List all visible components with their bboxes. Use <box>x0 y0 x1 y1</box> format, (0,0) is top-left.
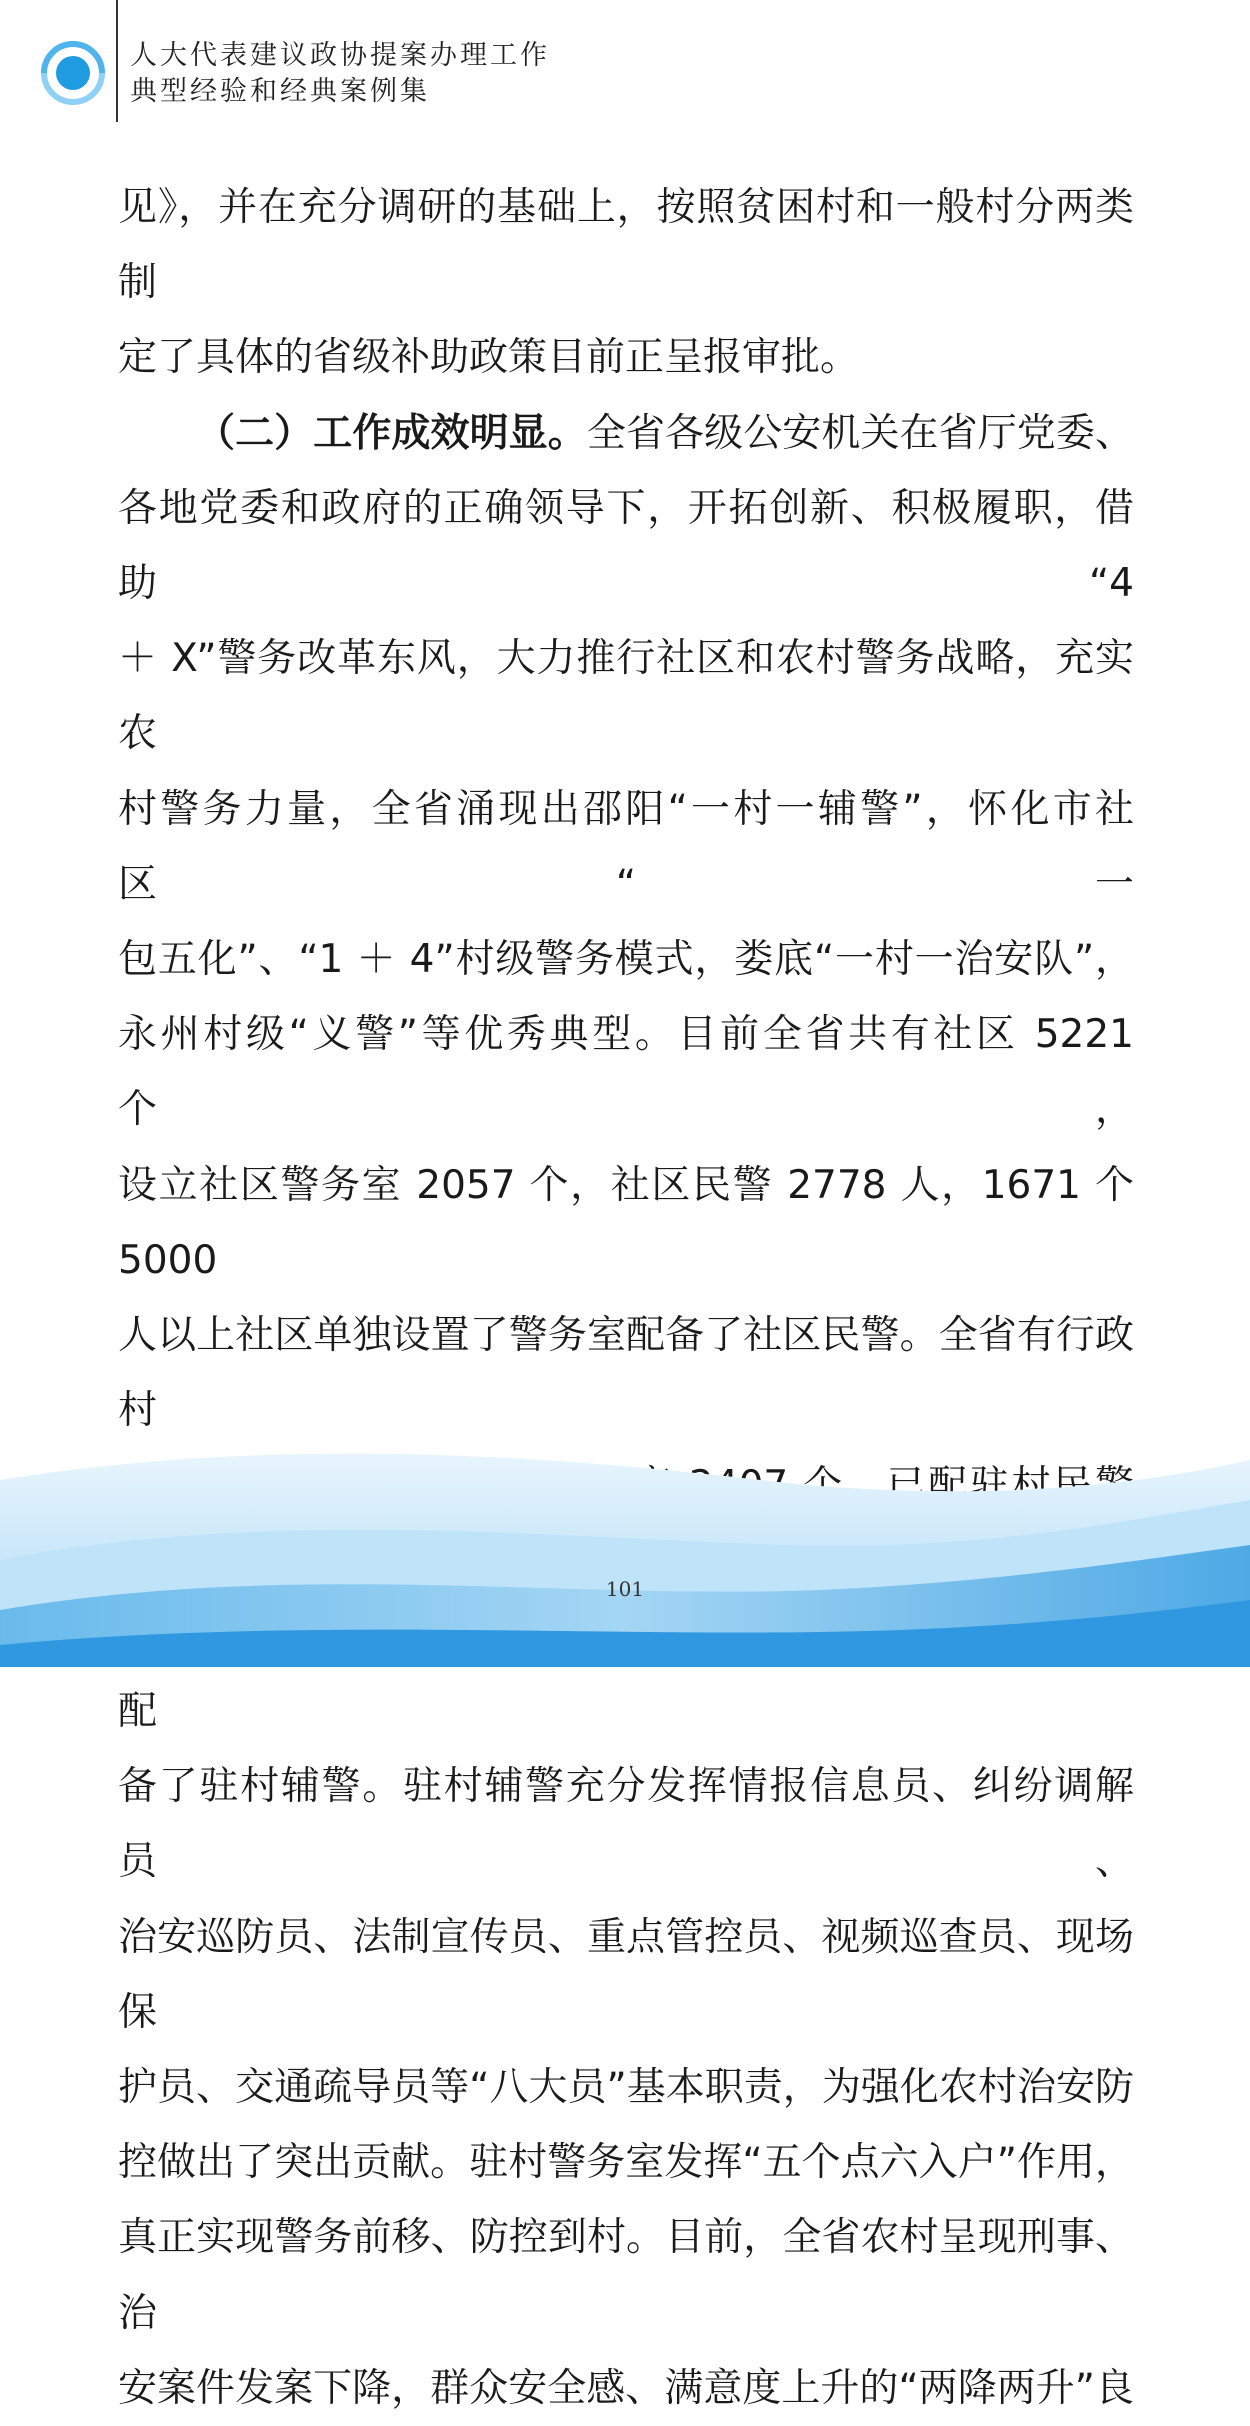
text-line: 定了具体的省级补助政策目前正呈报审批。 <box>118 335 860 381</box>
text-line: 安案件发案下降，群众安全感、满意度上升的“两降两升”良 <box>118 2365 1134 2411</box>
section-heading-line <box>118 396 1134 471</box>
text-line: 护员、交通疏导员等“八大员”基本职责，为强化农村治安防 <box>118 2065 1134 2111</box>
text-line: ＋ X”警务改革东风，大力推行社区和农村警务战略，充实农 <box>118 636 1134 757</box>
text-line: 备了驻村辅警。驻村辅警充分发挥情报信息员、纠纷调解员、 <box>118 1764 1134 1885</box>
header-title-line1: 人大代表建议政协提案办理工作 <box>130 40 550 71</box>
page-number: 101 <box>605 1577 645 1601</box>
text-line: 各地党委和政府的正确领导下，开拓创新、积极履职，借助“4 <box>118 485 1134 607</box>
text-line: 永州村级“义警”等优秀典型。目前全省共有社区 5221 个， <box>118 1012 1134 1133</box>
decorative-wave-footer <box>0 1440 1250 1667</box>
text-line: 村警务力量，全省涌现出邵阳“一村一辅警”，怀化市社区“一 <box>118 786 1134 907</box>
body-text <box>118 170 1134 2426</box>
header-title <box>130 38 550 110</box>
text-line: 包五化”、“1 ＋ 4”村级警务模式，娄底“一村一治安队”， <box>118 937 1134 983</box>
page-header <box>0 0 1250 125</box>
ring-logo-icon <box>40 40 106 106</box>
header-divider <box>116 0 118 122</box>
text-line: 设立社区警务室 2057 个，社区民警 2778 人，1671 个 5000 <box>118 1162 1134 1283</box>
section-heading: （二）工作成效明显。 <box>196 410 587 456</box>
text-line: 真正实现警务前移、防控到村。目前，全省农村呈现刑事、治 <box>118 2215 1134 2336</box>
text-line: 治安巡防员、法制宣传员、重点管控员、视频巡查员、现场保 <box>118 1914 1134 2035</box>
text-line: 配 <box>118 1689 158 1735</box>
section-heading-rest: 全省各级公安机关在省厅党委、 <box>586 410 1134 456</box>
text-line: 人以上社区单独设置了警务室配备了社区民警。全省有行政村 <box>118 1313 1134 1434</box>
text-line: 控做出了突出贡献。驻村警务室发挥“五个点六入户”作用， <box>118 2140 1134 2186</box>
header-title-line2: 典型经验和经典案例集 <box>130 76 430 107</box>
text-line: 见》，并在充分调研的基础上，按照贫困村和一般村分两类制 <box>118 185 1134 306</box>
